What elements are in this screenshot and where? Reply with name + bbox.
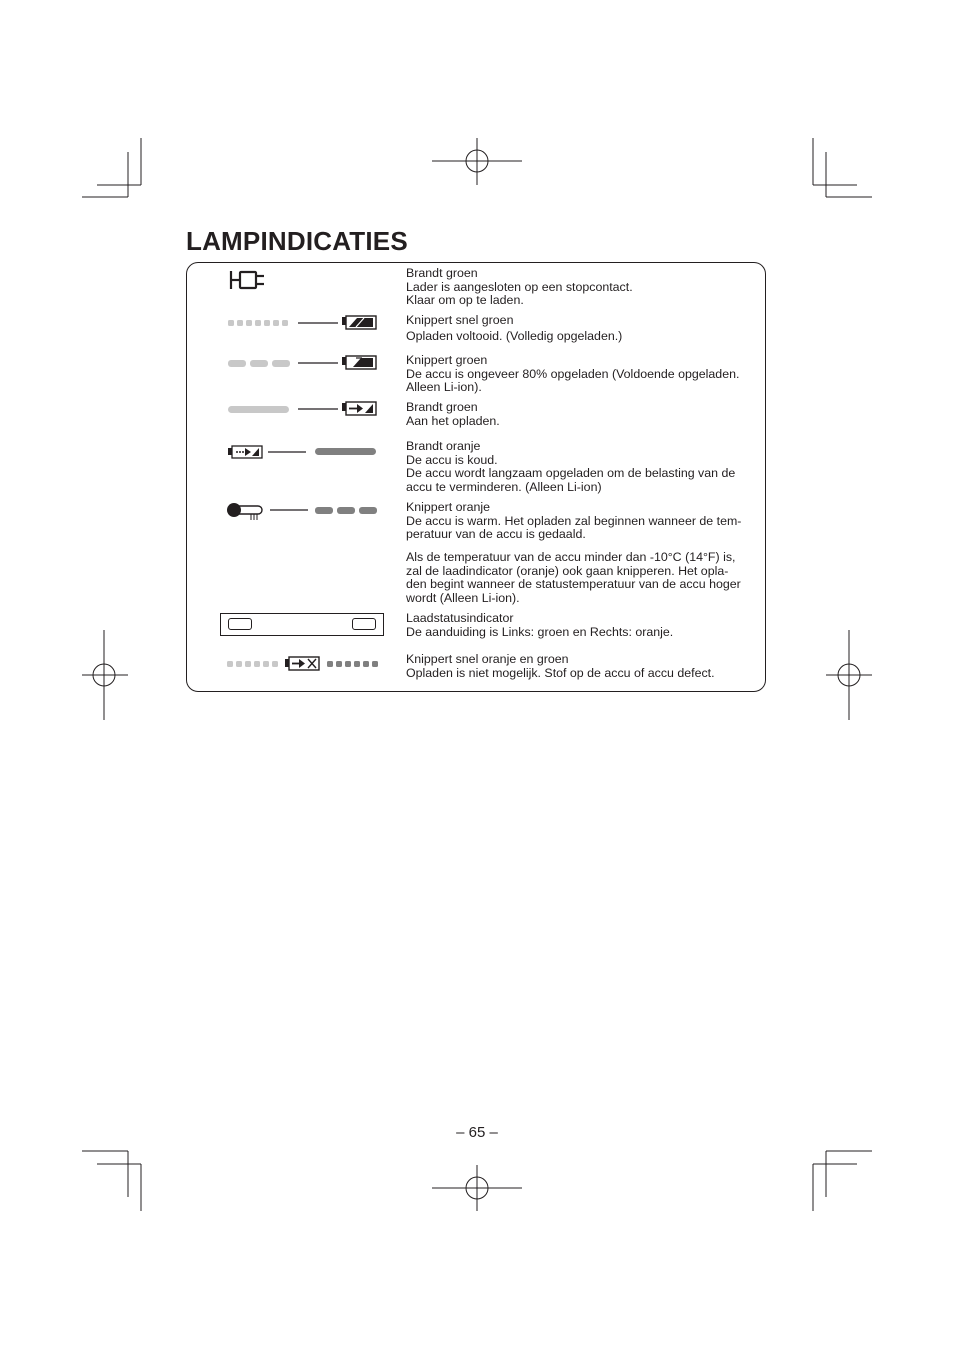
- description-line: Klaar om op te laden.: [406, 293, 524, 308]
- row-description: [406, 314, 756, 343]
- status-label: Brandt oranje: [406, 439, 481, 453]
- description-line: den begint wanneer de statustemperatuur van de accu hoger: [406, 577, 741, 592]
- row-description: [406, 653, 756, 680]
- description-line: wordt (Alleen Li-ion).: [406, 590, 520, 605]
- fast-blink-orange-dots: [327, 661, 378, 667]
- plug-icon: [231, 271, 264, 289]
- battery-cold-icon: [228, 446, 262, 458]
- status-label: Knippert oranje: [406, 500, 491, 514]
- description-line: Aan het opladen.: [406, 413, 500, 428]
- charge-status-panel: [220, 613, 384, 636]
- steady-green-bar: [228, 406, 289, 413]
- row-description: [406, 501, 756, 542]
- description-line: Alleen Li-ion).: [406, 380, 482, 395]
- status-label: Knippert groen: [406, 353, 488, 367]
- blink-orange-dashes: [315, 507, 377, 514]
- status-label: Laadstatusindicator: [406, 611, 514, 625]
- description-line: Als de temperatuur van de accu minder dan -10°C (14°F) is,: [406, 550, 736, 564]
- right-lamp-orange: [352, 618, 376, 630]
- battery-error-icon: [285, 657, 319, 670]
- fast-blink-green-dots: [227, 661, 278, 667]
- description-line: Opladen voltooid. (Volledig opgeladen.): [406, 328, 623, 343]
- description-line: Lader is aangesloten op een stopcontact.: [406, 279, 633, 294]
- blink-green-dashes: [228, 360, 290, 367]
- description-line: zal de laadindicator (oranje) ook gaan knipperen. Het opla-: [406, 563, 729, 578]
- row-description: [406, 354, 756, 395]
- battery-full-icon: [342, 316, 376, 329]
- description-line: De accu is warm. Het opladen zal beginnen wanneer de tem-: [406, 513, 742, 528]
- row-description: [406, 267, 756, 308]
- status-label: Brandt groen: [406, 266, 478, 280]
- battery-full-icon: [342, 356, 376, 369]
- thermometer-icon: [227, 503, 262, 520]
- row-description: [406, 551, 756, 605]
- row-description: [406, 612, 756, 639]
- status-label: Knippert snel oranje en groen: [406, 652, 569, 666]
- description-line: De accu wordt langzaam opgeladen om de belasting van de: [406, 466, 736, 481]
- battery-charging-icon: [342, 402, 376, 415]
- left-lamp-green: [228, 618, 252, 630]
- description-line: De accu is koud.: [406, 452, 498, 467]
- status-label: Knippert snel groen: [406, 313, 514, 327]
- row-description: [406, 440, 756, 494]
- fast-blink-green-dots: [228, 320, 288, 326]
- steady-orange-bar: [315, 448, 376, 455]
- description-line: accu te verminderen. (Alleen Li-ion): [406, 479, 602, 494]
- page-number: – 65 –: [456, 1124, 498, 1141]
- page-title: LAMPINDICATIES: [186, 226, 408, 256]
- description-line: Opladen is niet mogelijk. Stof op de accu of accu defect.: [406, 665, 715, 680]
- description-line: De accu is ongeveer 80% opgeladen (Voldoende opgeladen.: [406, 366, 740, 381]
- row-description: [406, 401, 756, 428]
- status-label: Brandt groen: [406, 400, 478, 414]
- description-line: De aanduiding is Links: groen en Rechts: oranje.: [406, 624, 674, 639]
- description-line: peratuur van de accu is gedaald.: [406, 527, 586, 542]
